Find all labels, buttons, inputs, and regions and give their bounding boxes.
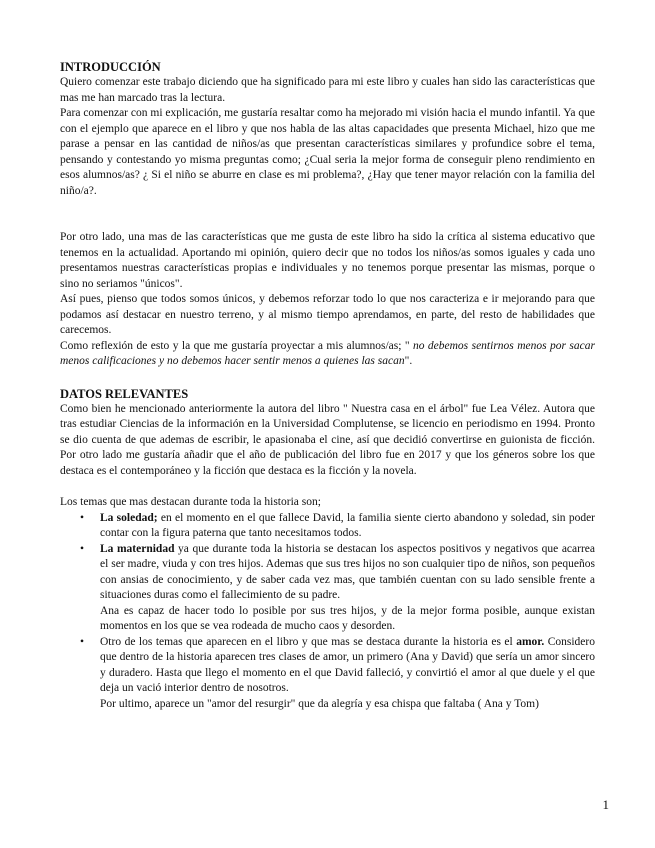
intro-paragraph-5 <box>60 339 595 370</box>
bullet-icon: • <box>80 635 85 648</box>
datos-paragraph: Como bien he mencionado anteriormente la autora del libro " Nuestra casa en el árbol" fue Lea Vélez. Autora que tras estudiar Ciencias de la información en la Universidad Complutense, se licencio en periodismo en 1994. Pronto se dio cuenta de que ademas de escribir, le apasionaba el cine, así que decidió convertirse en guionista de ficción. Por otro lado me gustaría añadir que el año de publicación del libro fue en 2017 y que los géneros sobre los que destaca es el contemporáneo y la ficción que destaca es la ficción y la novela. <box>60 402 595 477</box>
topic-lead: Otro de los temas que aparecen en el libro y que mas se destaca durante la historia es el <box>100 635 517 648</box>
reflection-quote: no debemos sentirnos menos por sacar menos calificaciones y no debemos hacer sentir menos a quienes las sacan <box>60 339 595 367</box>
intro-heading: INTRODUCCIÓN <box>60 60 161 74</box>
topic-title: La soledad; <box>100 511 158 524</box>
spacer <box>60 479 595 495</box>
topic-text <box>100 511 595 542</box>
reflection-lead: Como reflexión de esto y la que me gustaría proyectar a mis alumnos/as; " <box>60 339 410 352</box>
topic-text <box>100 542 595 604</box>
topic-title: amor. <box>516 635 545 648</box>
intro-paragraph-3: Por otro lado, una mas de las características que me gusta de este libro ha sido la crítica al sistema educativo que tenemos en la actualidad. Aportando mi opinión, quiero decir que no todos los niños/as somos iguales y cada uno presentamos nuestras características propias e individuales y no tenemos porque presentar las mismas, porque o sino no seriamos "únicos". <box>60 231 595 290</box>
topics-intro: Los temas que mas destacan durante toda la historia son; <box>60 496 321 508</box>
reflection-tail: ". <box>404 355 413 367</box>
spacer <box>60 370 595 386</box>
list-item <box>80 511 595 542</box>
topics-list <box>60 511 595 713</box>
bullet-icon: • <box>80 542 85 555</box>
intro-paragraph-1: Quiero comenzar este trabajo diciendo que ha significado para mi este libro y cuales han sido las características que mas me han marcado tras la lectura. <box>60 76 595 104</box>
topic-body: Considero que dentro de la historia aparecen tres clases de amor, un primero (Ana y David) que sería un amor sincero y duradero. Hasta que llego el momento en el que David falleció, y convirtió el amor al que duele y el que deja un vació interior dentro de nosotros. <box>100 635 595 694</box>
list-item <box>80 542 596 635</box>
spacer <box>60 199 595 230</box>
page-number: 1 <box>602 797 609 812</box>
topic-title: La maternidad <box>100 542 175 555</box>
topic-extra: Ana es capaz de hacer todo lo posible por sus tres hijos, y de la mejor forma posible, aunque existan momentos en los que se vea rodeada de mucho caos y desorden. <box>100 604 595 632</box>
bullet-icon: • <box>80 511 85 524</box>
topic-body: ya que durante toda la historia se destacan los aspectos positivos y negativos que acarrea el ser madre, viuda y con tres hijos. Ademas que sus tres hijos no son cualquier tipo de niños, son pequeños con ansias de conocimiento, y de saber cada vez mas, que también cuentan con su lado sensible frente a situaciones duras como el fallecimiento de su padre. <box>100 542 596 601</box>
intro-paragraph-4: Así pues, pienso que todos somos únicos, y debemos reforzar todo lo que nos caracteriza e ir mejorando para que podamos así destacar en nuestro terreno, y al mismo tiempo aprendamos, en parte, del resto de habilidades que carecemos. <box>60 293 595 336</box>
topic-extra: Por ultimo, aparece un "amor del resurgir" que da alegría y esa chispa que faltaba ( Ana y Tom) <box>100 697 539 710</box>
topic-body: en el momento en el que fallece David, la familia siente cierto abandono y soledad, sin poder contar con la figura paterna que tanto necesitamos todos. <box>100 511 595 539</box>
datos-heading: DATOS RELEVANTES <box>60 386 189 401</box>
document-body <box>60 59 595 712</box>
topic-text <box>100 635 595 697</box>
list-item <box>80 635 595 713</box>
intro-paragraph-2: Para comenzar con mi explicación, me gustaría resaltar como ha mejorado mi visión hacia el mundo infantil. Ya que con el ejemplo que aparece en el libro y que nos habla de las altas capacidades que presenta Michael, hizo que me parase a pensar en las cantidad de niños/as que presentan características similares y profundice sobre el tema, pensando y contestando yo misma preguntas como; ¿Cual seria la mejor forma de conseguir pleno rendimiento en esos alumnos/as? ¿ Si el niño se aburre en clase es mi problema?, ¿Hay que tener mayor relación con la familia del niño/a?. <box>60 107 595 197</box>
